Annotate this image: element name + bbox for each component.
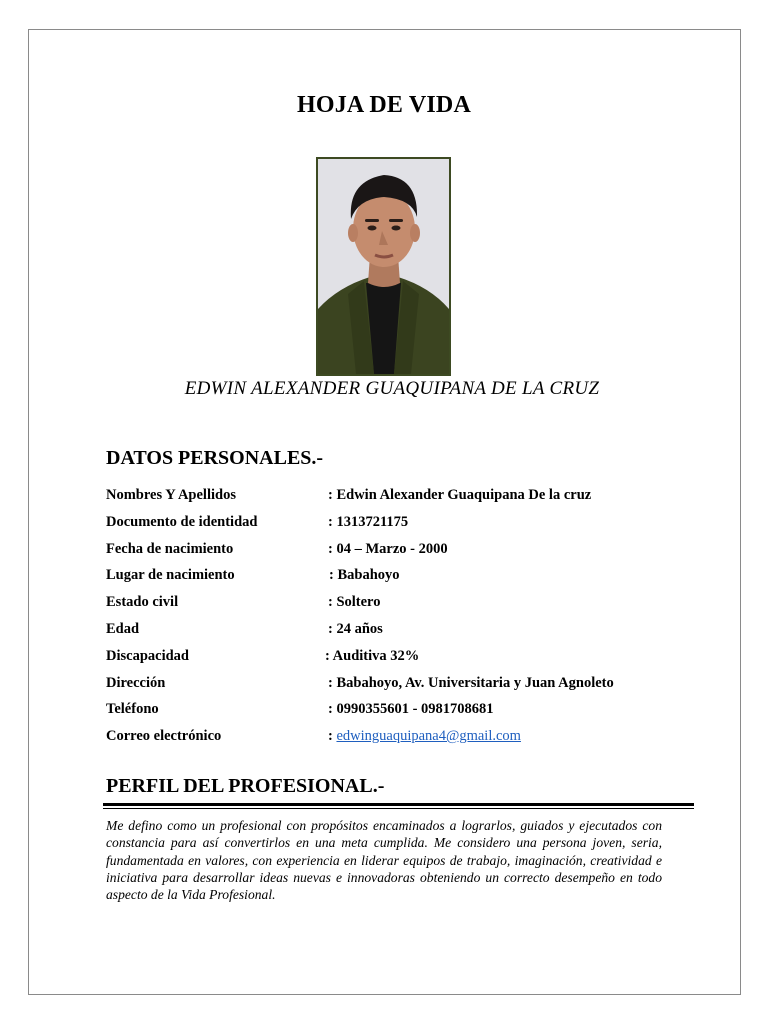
perfil-heading: PERFIL DEL PROFESIONAL.- <box>106 775 385 797</box>
row-value: : Babahoyo, Av. Universitaria y Juan Agnoleto <box>328 674 614 691</box>
perfil-paragraph: Me defino como un profesional con propósitos encaminados a lograrlos, guiados y ejecutados con constancia para así convertirlos en una meta cumplida. Me considero una persona joven, seria, fundamentada en valores, con experiencia en liderar equipos de trabajo, imaginación, creatividad e iniciativa para desarrollar ideas nuevas e innovadoras obteniendo un correcto desempeño en todo aspecto de la Vida Profesional. <box>106 818 662 903</box>
row-label: Teléfono <box>106 701 159 718</box>
table-row <box>106 701 666 728</box>
row-value: : Edwin Alexander Guaquipana De la cruz <box>328 487 592 503</box>
row-value: : Soltero <box>328 594 381 611</box>
email-prefix: : <box>328 728 337 745</box>
row-label: Discapacidad <box>106 647 189 664</box>
row-label: Correo electrónico <box>106 728 222 745</box>
row-value: : 1313721175 <box>328 513 409 530</box>
row-label: Estado civil <box>106 594 179 611</box>
row-value: : 04 – Marzo - 2000 <box>328 540 448 557</box>
profile-photo <box>316 157 451 376</box>
table-row <box>106 514 666 541</box>
row-value: : 24 años <box>328 620 383 637</box>
table-row <box>106 728 666 755</box>
table-row <box>106 621 666 648</box>
row-label: Fecha de nacimiento <box>106 540 234 557</box>
full-name: EDWIN ALEXANDER GUAQUIPANA DE LA CRUZ <box>184 378 600 399</box>
section-divider-thick <box>103 803 694 806</box>
row-value <box>328 728 521 745</box>
portrait-illustration <box>318 159 449 374</box>
table-row <box>106 541 666 568</box>
table-row <box>106 594 666 621</box>
table-row <box>106 487 666 514</box>
table-row <box>106 675 666 702</box>
datos-personales-heading: DATOS PERSONALES.- <box>106 447 324 469</box>
row-label: Nombres Y Apellidos <box>106 487 236 503</box>
row-value: : Auditiva 32% <box>325 647 420 664</box>
personal-data-table <box>106 487 666 755</box>
row-value: : Babahoyo <box>329 567 400 584</box>
document-title: HOJA DE VIDA <box>297 92 471 118</box>
row-label: Documento de identidad <box>106 513 258 530</box>
email-link[interactable]: edwinguaquipana4@gmail.com <box>336 728 521 745</box>
row-label: Edad <box>106 620 140 637</box>
row-value: : 0990355601 - 0981708681 <box>328 701 494 718</box>
row-label: Dirección <box>106 674 166 691</box>
table-row <box>106 567 666 594</box>
table-row <box>106 648 666 675</box>
section-divider-thin <box>103 808 694 809</box>
row-label: Lugar de nacimiento <box>106 567 235 584</box>
